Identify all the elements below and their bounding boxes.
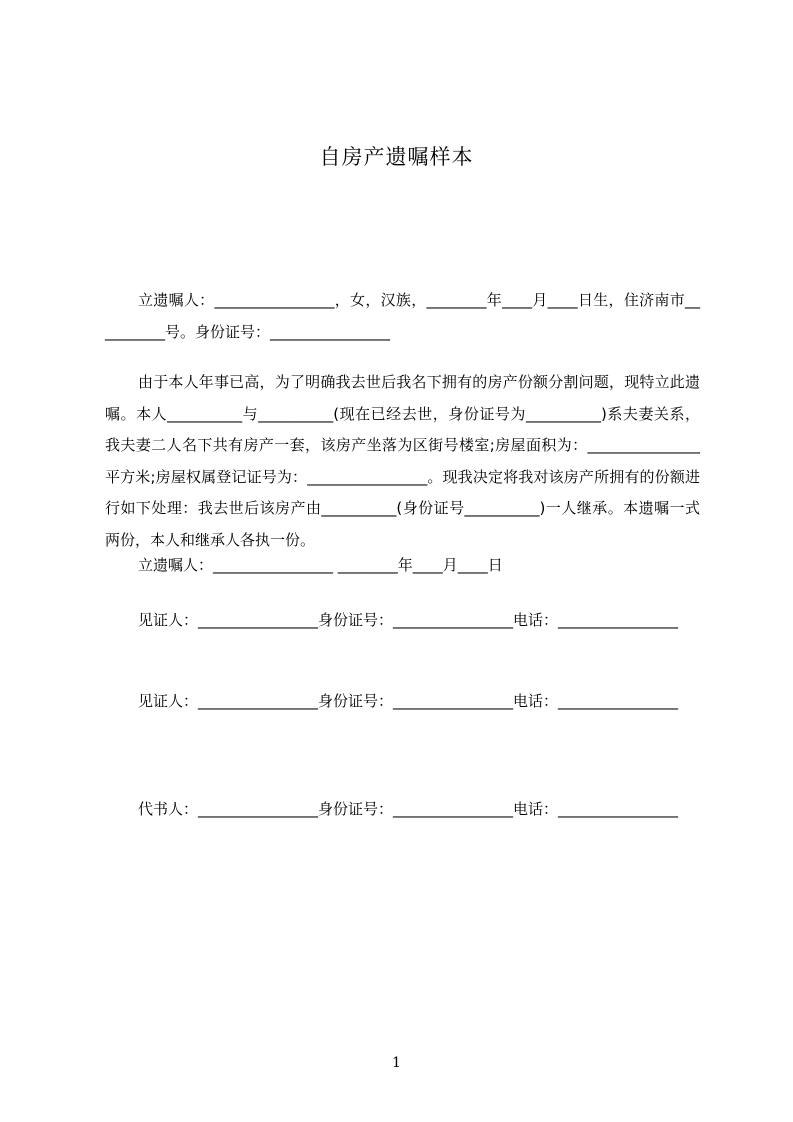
page-number: 1: [392, 1055, 401, 1071]
testator-info-paragraph: 立遗嘱人：________________，女，汉族，________年____月____日生，住济南市__________号。身份证号：________________: [105, 291, 700, 341]
will-body-paragraph: 由于本人年事已高，为了明确我去世后我名下拥有的房产份额分割问题，现特立此遗嘱。本人__________与__________(现在已经去世，身份证号为__________)系夫妻关系，我夫妻二人名下共有房产一套，该房产坐落为区街号楼室;房屋面积为：_______________平方米;房屋权属登记证号为：________________。现我决定将我对该房产所拥有的份额进行如下处理：我去世后该房产由__________(身份证号__________)一人继承。本遗嘱一式两份，本人和继承人各执一份。: [105, 373, 700, 549]
document-title: 自房产遗嘱样本: [319, 145, 474, 169]
testator-signature-line: 立遗嘱人：________________ ________年____月____日: [138, 556, 503, 574]
witness-2-line: 见证人：________________身份证号：________________电话：________________: [138, 692, 679, 710]
scribe-line: 代书人：________________身份证号：________________电话：________________: [138, 800, 679, 818]
witness-1-line: 见证人：________________身份证号：________________电话：________________: [138, 611, 679, 629]
